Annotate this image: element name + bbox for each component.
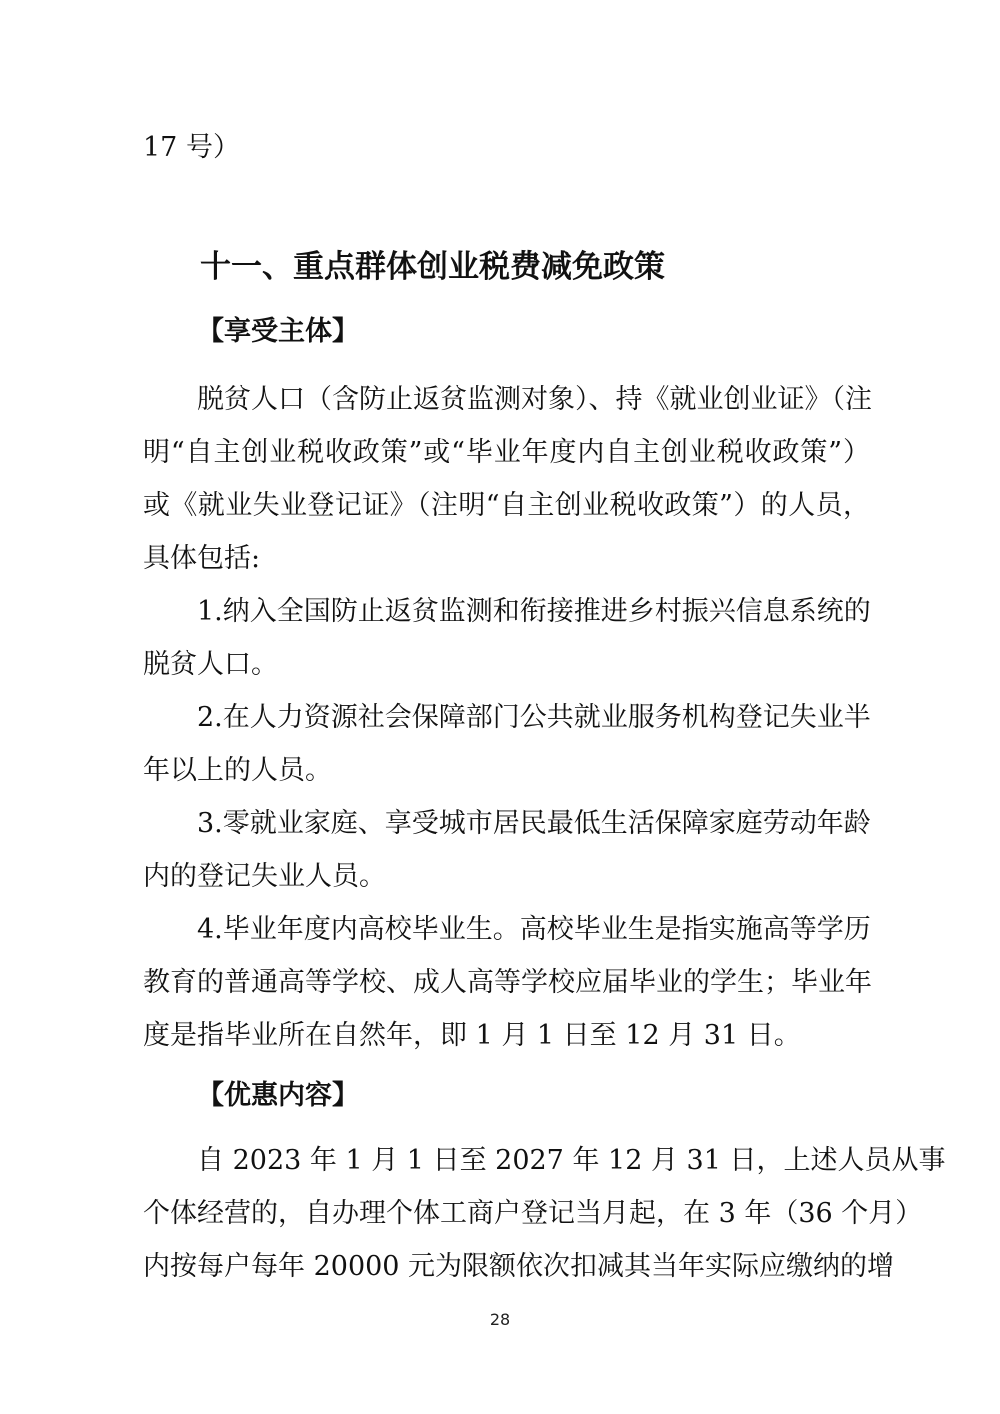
item-line: 度是指毕业所在自然年，即 1 月 1 日至 12 月 31 日。 (143, 1020, 801, 1051)
subject-line: 脱贫人口（含防止返贫监测对象）、持《就业创业证》（注 (197, 384, 872, 415)
page-number: 28 (489, 1310, 511, 1329)
continuation-line: 17 号） (143, 132, 240, 163)
item-line: 3.零就业家庭、享受城市居民最低生活保障家庭劳动年龄 (197, 808, 871, 839)
item-line: 1.纳入全国防止返贫监测和衔接推进乡村振兴信息系统的 (197, 596, 871, 627)
section-title: 十一、重点群体创业税费减免政策 (200, 249, 665, 285)
item-line: 4.毕业年度内高校毕业生。高校毕业生是指实施高等学历 (197, 914, 871, 945)
benefit-line: 内按每户每年 20000 元为限额依次扣减其当年实际应缴纳的增 (143, 1251, 895, 1282)
benefit-line: 自 2023 年 1 月 1 日至 2027 年 12 月 31 日，上述人员从事 (197, 1145, 946, 1176)
subject-line: 明“自主创业税收政策”或“毕业年度内自主创业税收政策”） (143, 437, 870, 468)
subject-line: 或《就业失业登记证》（注明“自主创业税收政策”）的人员， (143, 490, 870, 521)
item-line: 年以上的人员。 (143, 755, 332, 786)
item-line: 教育的普通高等学校、成人高等学校应届毕业的学生；毕业年 (143, 967, 872, 998)
item-line: 内的登记失业人员。 (143, 861, 386, 892)
item-line: 脱贫人口。 (143, 649, 278, 680)
item-line: 2.在人力资源社会保障部门公共就业服务机构登记失业半 (197, 702, 871, 733)
subject-line: 具体包括: (143, 543, 261, 574)
benefit-line: 个体经营的，自办理个体工商户登记当月起，在 3 年（36 个月） (143, 1198, 923, 1229)
benefit-heading: 【优惠内容】 (197, 1080, 359, 1111)
subject-heading: 【享受主体】 (197, 316, 359, 347)
